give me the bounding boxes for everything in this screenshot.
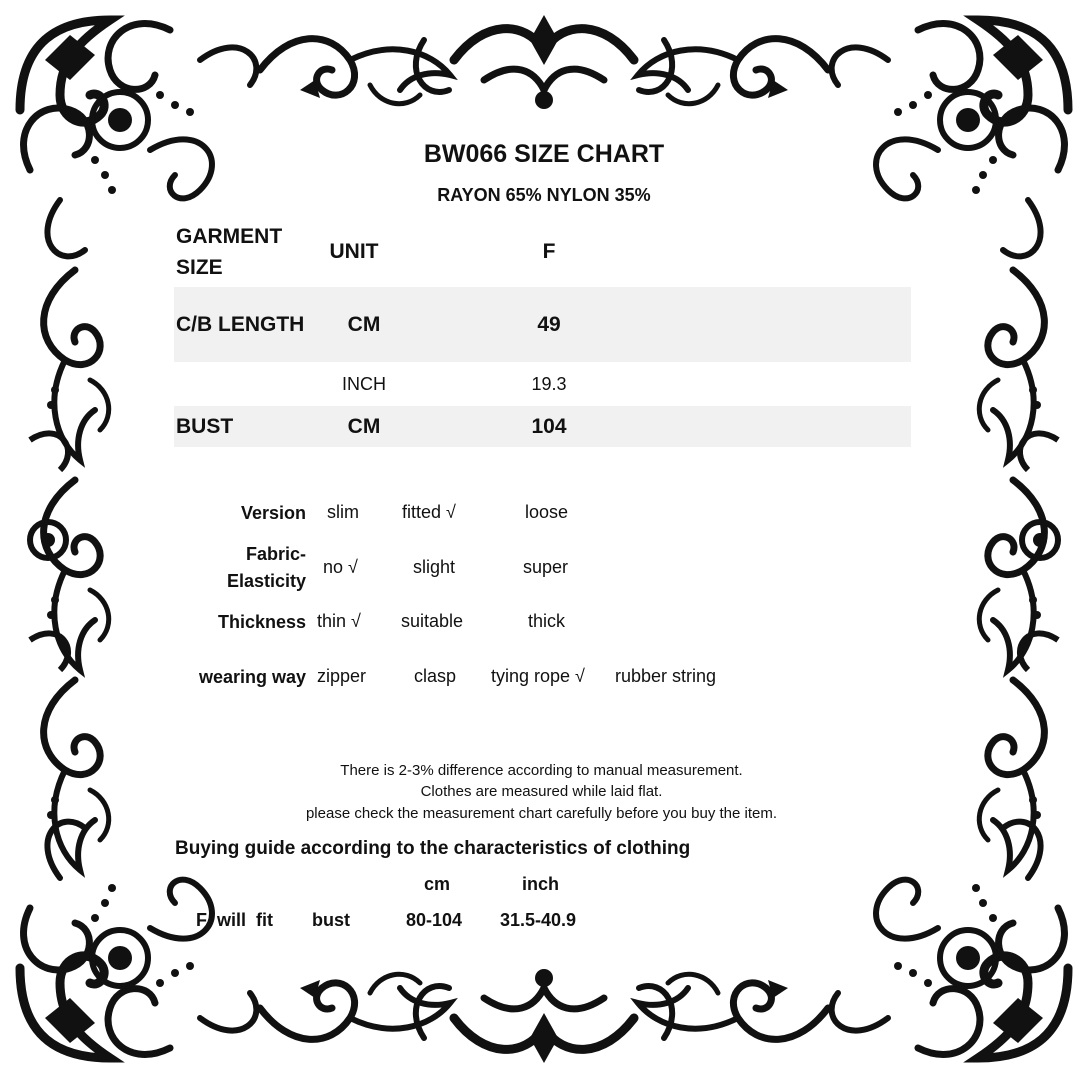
attr-label-elasticity-line2: Elasticity xyxy=(226,571,306,591)
row-unit: INCH xyxy=(342,373,386,394)
measurement-note: Clothes are measured while laid flat. xyxy=(420,783,663,800)
table-row xyxy=(174,287,911,362)
attr-option: rubber string xyxy=(615,666,717,686)
row-label: C/B LENGTH xyxy=(176,313,305,336)
row-value: 19.3 xyxy=(531,373,567,394)
buying-guide-title: Buying guide according to the characteristics of clothing xyxy=(175,838,691,859)
buying-guide-cm-header: cm xyxy=(424,874,451,894)
row-value: 104 xyxy=(531,414,567,438)
table-row xyxy=(174,406,911,447)
row-unit: CM xyxy=(347,312,381,336)
attr-option: tying rope √ xyxy=(491,666,585,686)
buying-guide-measure: bust xyxy=(312,910,350,930)
attr-option: thin √ xyxy=(317,611,361,631)
buying-guide-inch-header: inch xyxy=(522,874,560,894)
chart-title: BW066 SIZE CHART xyxy=(423,140,665,168)
row-label: BUST xyxy=(176,415,234,438)
size-table-header xyxy=(174,220,911,284)
attr-option: thick xyxy=(528,611,566,631)
buying-guide-cm-value: 80-104 xyxy=(406,910,463,930)
attr-option: loose xyxy=(525,502,569,522)
row-unit: CM xyxy=(347,414,381,438)
attr-option: no √ xyxy=(323,557,358,577)
attr-option: super xyxy=(523,557,569,577)
measurement-note: There is 2-3% difference according to manual measurement. xyxy=(340,762,743,779)
attr-option: slight xyxy=(413,557,456,577)
attr-option: zipper xyxy=(317,666,367,686)
attr-option: suitable xyxy=(401,611,464,631)
measurement-note: please check the measurement chart carefully before you buy the item. xyxy=(305,805,778,822)
buying-guide-inch-value: 31.5-40.9 xyxy=(500,910,577,930)
buying-guide-size: F will fit xyxy=(196,910,273,930)
attr-option: clasp xyxy=(414,666,457,686)
unit-header: UNIT xyxy=(329,240,379,263)
attr-option: fitted √ xyxy=(402,502,456,522)
attr-label-version: Version xyxy=(240,503,306,523)
table-row xyxy=(174,362,911,406)
row-value: 49 xyxy=(537,312,561,336)
garment-size-header: GARMENT SIZE xyxy=(176,225,283,279)
material-composition: RAYON 65% NYLON 35% xyxy=(437,185,651,205)
row-label xyxy=(176,362,326,406)
size-f-header: F xyxy=(542,240,556,263)
attr-label-wearing-way: wearing way xyxy=(198,667,306,687)
size-table xyxy=(174,220,911,447)
attr-label-elasticity-line1: Fabric- xyxy=(245,544,306,564)
attr-option: slim xyxy=(327,502,359,522)
attr-label-thickness: Thickness xyxy=(217,612,306,632)
